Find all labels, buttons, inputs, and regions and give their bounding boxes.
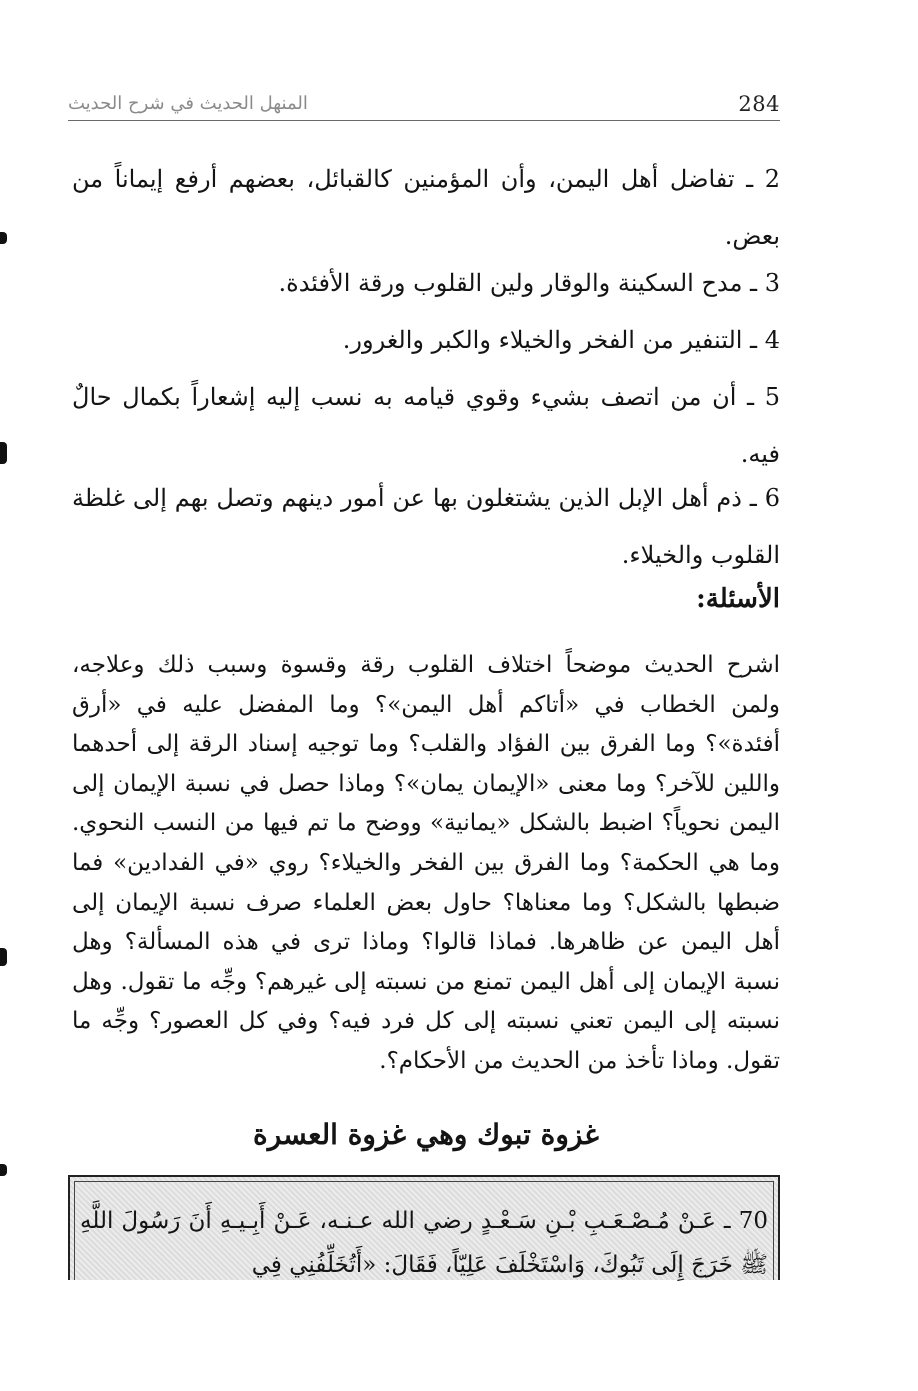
margin-mark: [0, 442, 7, 464]
hadith-box: [68, 1175, 780, 1280]
lesson-text: 3 ـ مدح السكينة والوقار ولين القلوب ورقة الأفئدة.: [278, 269, 780, 297]
lesson-text: 2 ـ تفاضل أهل اليمن، وأن المؤمنين كالقبائل، بعضهم أرفع إيماناً من بعض.: [72, 165, 780, 250]
lesson-text: 4 ـ التنفير من الفخر والخيلاء والكبر والغرور.: [342, 326, 780, 354]
lesson-item-2: [72, 151, 780, 265]
questions-paragraph: اشرح الحديث موضحاً اختلاف القلوب رقة وقسوة وسبب ذلك وعلاجه، ولمن الخطاب في «أتاكم أهل اليمن»؟ وما المفضل عليه في «أرق أفئدة»؟ وما الفرق بين الفؤاد والقلب؟ وما توجيه إسناد الرقة إلى أحدهما واللين للآخر؟ وما معنى «الإيمان يمان»؟ وماذا حصل في نسبة الإيمان إلى اليمن نحوياً؟ اضبط بالشكل «يمانية» ووضح ما تم فيها من النسب النحوي. وما هي الحكمة؟ وما الفرق بين الفخر والخيلاء؟ روي «في الفدادين» فما ضبطها بالشكل؟ وما معناها؟ حاول بعض العلماء صرف نسبة الإيمان إلى أهل اليمن عن ظاهرها. فماذا قالوا؟ وماذا ترى في هذه المسألة؟ وهل نسبة الإيمان إلى أهل اليمن تمنع من نسبته إلى غيرهم؟ وجِّه ما تقول. وهل نسبته إلى اليمن تعني نسبته إلى كل فرد فيه؟ وفي كل العصور؟ وجِّه ما تقول. وماذا تأخذ من الحديث من الأحكام؟.: [72, 652, 780, 1074]
questions-heading: الأسئلة:: [696, 584, 780, 614]
lesson-item-4: [72, 312, 780, 369]
margin-mark: [0, 948, 7, 966]
margin-mark: [0, 1164, 7, 1176]
lesson-text: 5 ـ أن من اتصف بشيء وقوي قيامه به نسب إليه إشعاراً بكمال حالٌ فيه.: [72, 383, 780, 468]
running-header: [68, 86, 780, 121]
lesson-item-3: [72, 255, 780, 312]
section-title: غزوة تبوك وهي غزوة العسرة: [253, 1118, 599, 1151]
page-number: 284: [738, 92, 780, 116]
margin-mark: [0, 232, 7, 244]
lesson-item-5: [72, 369, 780, 483]
lesson-text: 6 ـ ذم أهل الإبل الذين يشتغلون بها عن أمور دينهم وتصل بهم إلى غلظة القلوب والخيلاء.: [72, 484, 780, 569]
book-title: المنهل الحديث في شرح الحديث: [68, 93, 308, 114]
lesson-item-6: [72, 470, 780, 584]
hadith-text: 70 ـ عَـنْ مُـصْـعَـبِ بْـنِ سَـعْـدٍ رضي الله عـنـه، عَـنْ أَبِـيـهِ أَنَ رَسُولَ اللَّهِ ﷺ خَرَجَ إِلَى تَبُوكَ، وَاسْتَخْلَفَ عَلِيّاً، فَقَالَ: «أَتُخَلِّفُنِي فِي: [80, 1208, 768, 1278]
